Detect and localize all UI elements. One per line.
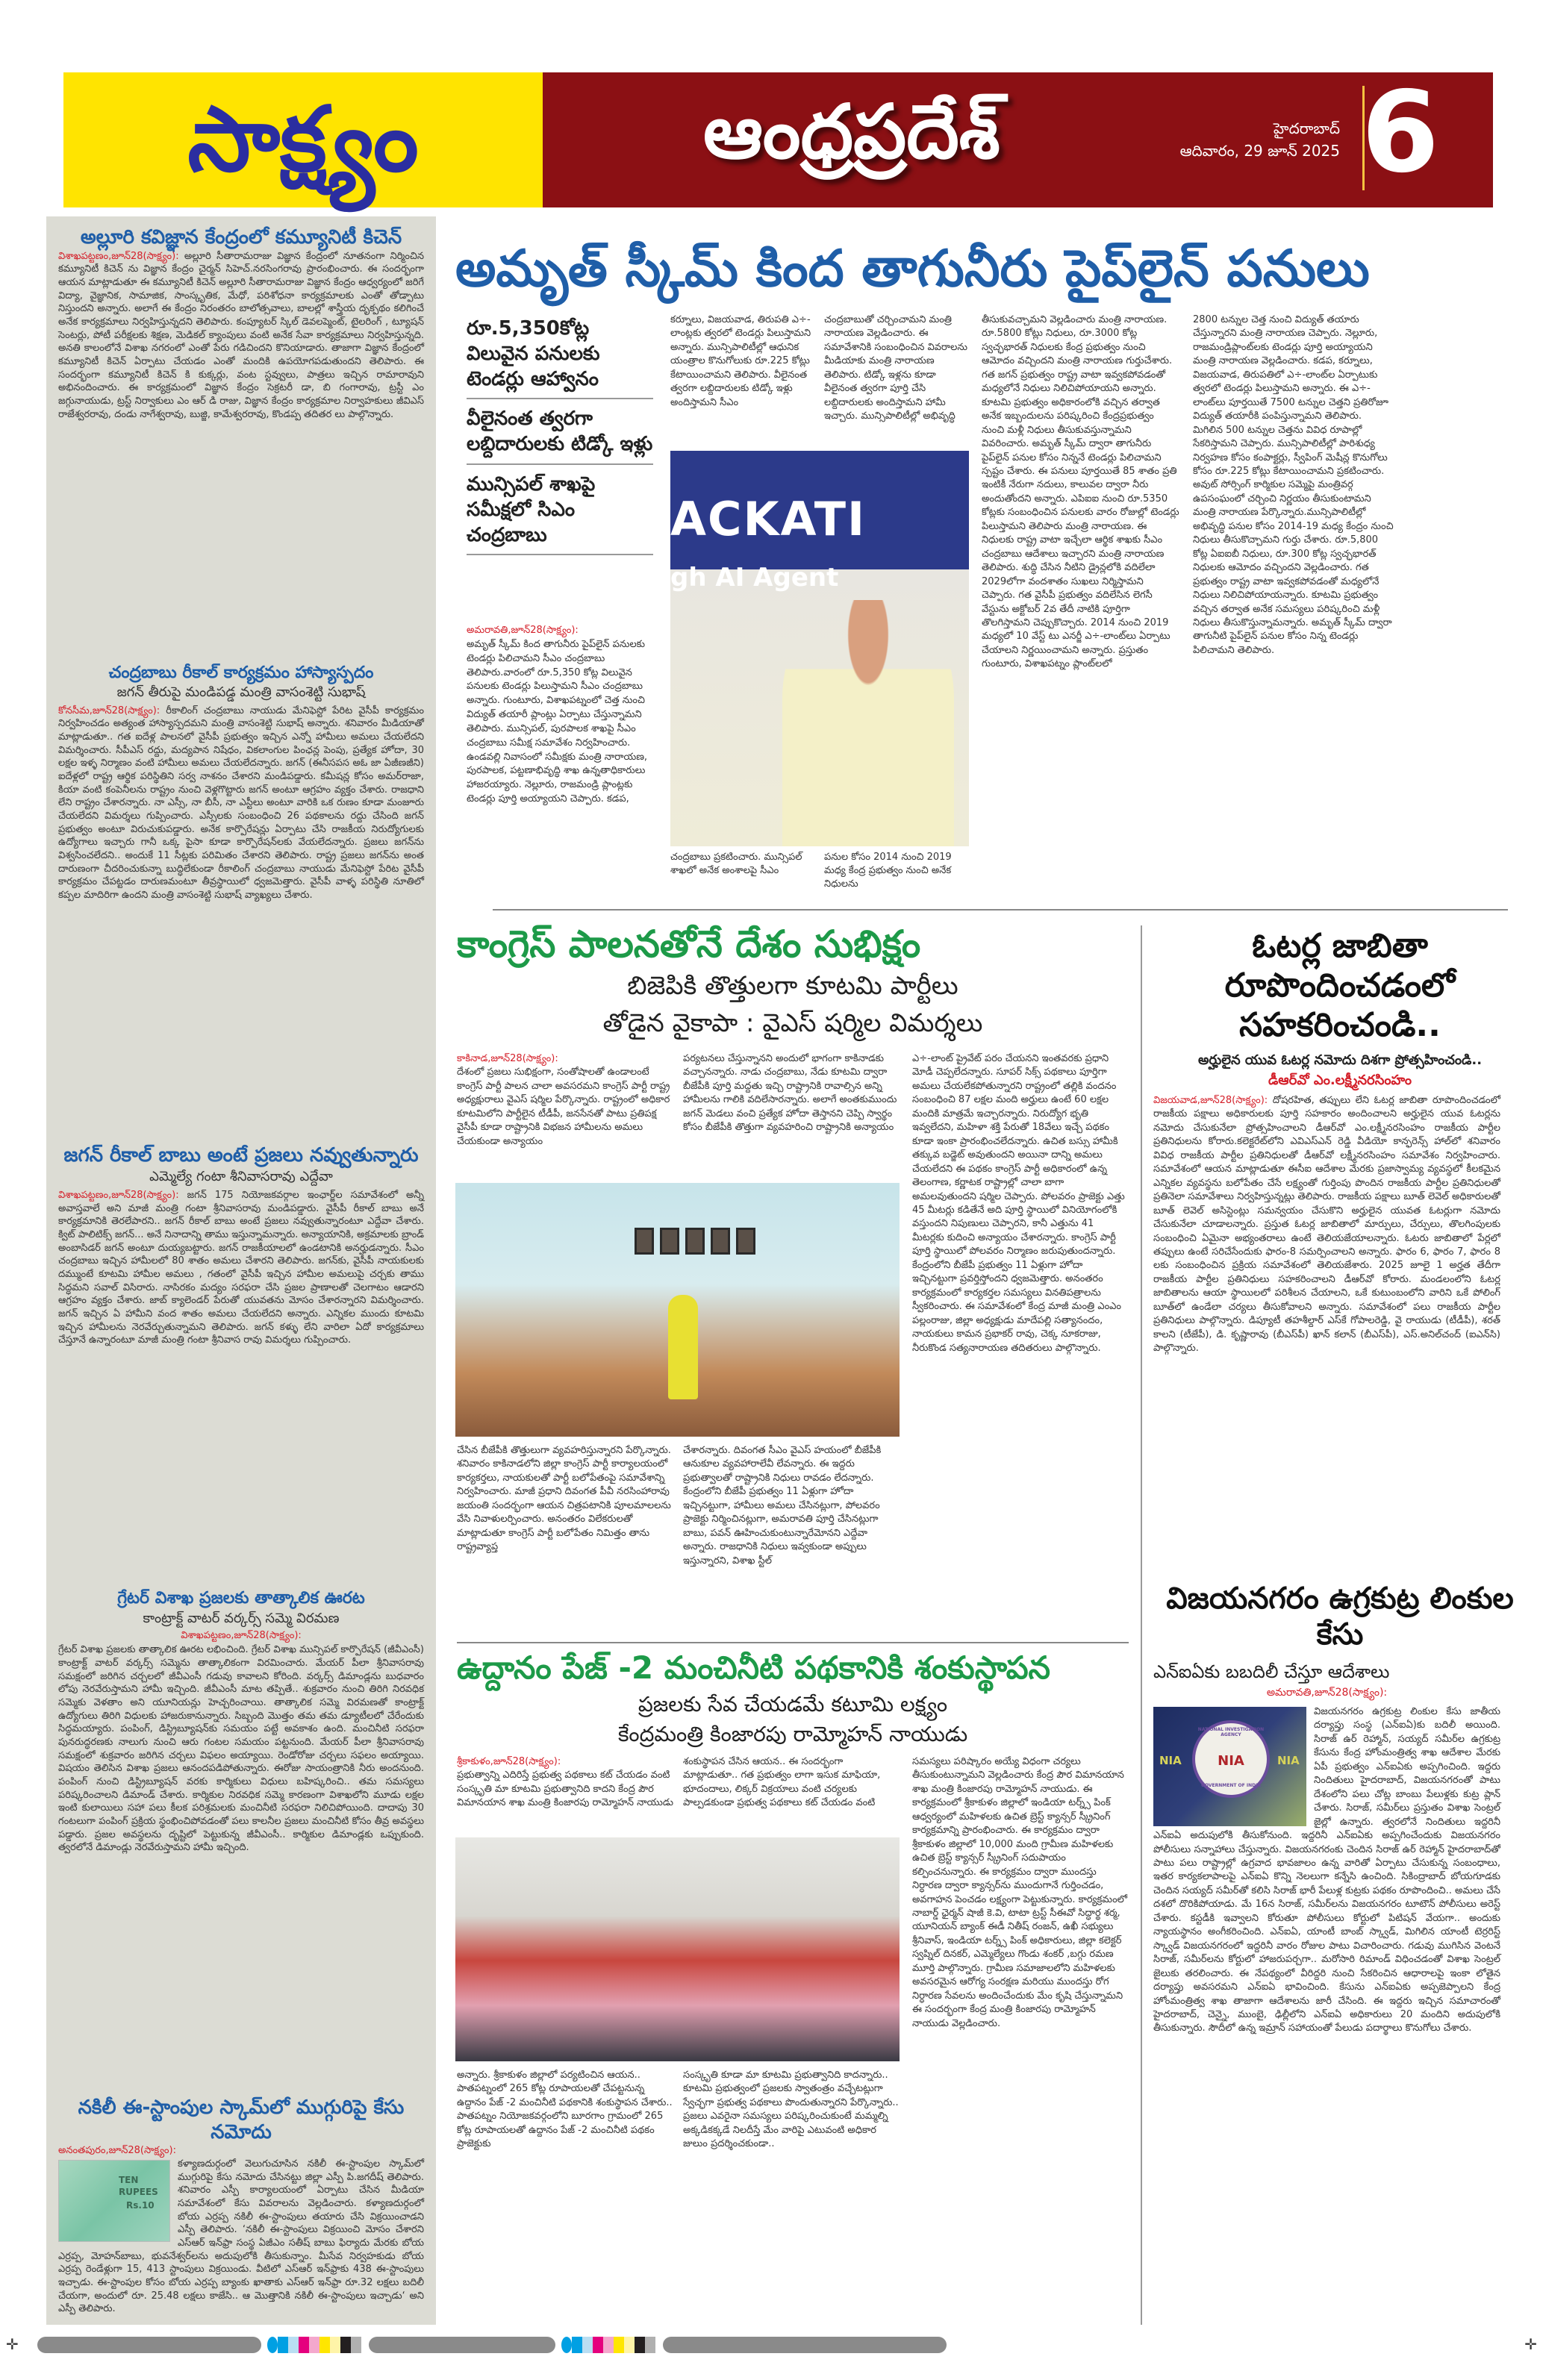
nia-dateline: అమరావతి,జూన్28(సాక్ష్యం): — [1266, 1687, 1388, 1699]
section-divider — [493, 909, 1508, 911]
lead-side-heads — [467, 313, 653, 560]
story-headline: చంద్రబాబు రీకాల్ కార్యక్రమం హాస్యాస్పదం — [108, 663, 374, 682]
registration-swatch — [645, 2337, 655, 2353]
registration-swatch — [614, 2337, 624, 2353]
story-headline: జగన్ రీకాల్ బాబు అంటే ప్రజలు నవ్వుతున్నారు — [63, 1143, 419, 1166]
registration-swatch — [603, 2337, 614, 2353]
nia-headline: విజయనగరం ఉగ్రకుట్ర లింకుల కేసు — [1166, 1581, 1514, 1652]
nia-jacket-label: NIA — [1277, 1754, 1300, 1767]
story-body-text: జగన్ 175 నియోజకవర్గాల ఇంఛార్జ్‌ల సమావేశంలో అన్నీ అవాస్తవాలే అని మాజీ మంత్రి గంటా శ్రీనివాసరావు మండిపడ్డారు. వైసీపీ రీకాల్ బాబు అనే కార్యక్రమానికి తెరలేపారని.. జగన్ రీకాల్ బాబు అంటే ప్రజలు నవ్వుతున్నారంటూ ఎద్దేవా చేశారు. క్విట్ పాలిటిక్స్ జగన్... అనే నినాదాన్ని తాము ఇస్తున్నామన్నారు. అన్యాయానికి, అక్రమాలకు బ్రాండ్ అంబాసిడర్ జగన్ అంటూ దుయ్యబట్టారు. జగన్ రాజకీయాలలో ఉండటానికి అనర్హుడన్నారు. సీఎం చంద్రబాబు ఇచ్చిన హామీలలో 80 శాతం అమలు చేశారని తెలిపారు. జగన్‌కు, వైసీపీ నాయకులకు దమ్ముంటే కూటమి హామీల అమలు , గతంలో వైసీపీ ఇచ్చిన హామీల అమలుపై చర్చకు తాము సిద్ధమని సవాల్ విసిరారు. నాసిరకం మద్యం సరఫరా చేసి ప్రజల ప్రాణాలతో చెలగాటం ఆడారని ఆగ్రహం వ్యక్తం చేశారు. జాబ్ క్యాలెండర్ పేరుతో యువతను మోసం చేశారన్నారని విమర్శించారు. జగన్ ఇచ్చిన ఏ హామీని వంద శాతం అమలు చేయలేదని అన్నారు. ఎన్నికల ముందు కూటమి ఇచ్చిన హామీలను నెరవేర్చుతున్నామని తెలిపారు. జగన్ కళ్ళు లేని వారిలా ఏదో కార్యక్రమాలు చేస్తూనే ఉన్నారంటూ మాజీ మంత్రి గంటా శ్రీనివాస రావు విమర్శలు గుప్పించారు. — [58, 1189, 424, 1346]
registration-bar — [37, 2337, 261, 2353]
story-subhead: ఎమ్మెల్యే గంటా శీనివాసరావు ఎద్దేవా — [149, 1169, 333, 1185]
voters-body — [1153, 1094, 1500, 1356]
voters-body-text: దోషరహిత, తప్పులు లేని ఓటర్ల జాబితా రూపొందించడంలో రాజకీయ పక్షాలు అధికారులకు పూర్తి సహకారం అందించాలని అర్హులైన యువ ఓటర్లను నమోదు చేసుకునేలా ప్రోత్సహించాలని డీఆర్‌వో ఎం.లక్ష్మీనరసింహం రాజకీయ పార్టీల ప్రతినిధులను కోరారు.కలెక్టరేట్‌లోని ఎవిఎస్‌ఎన్ రెడ్డి వీడియో కాన్ఫరెన్స్ హాల్‌లో శనివారం వివిధ రాజకీయ పార్టీల ప్రతినిధులతో డీఆర్‌వో లక్ష్మీనరసింహం సమావేశం నిర్వహించారు. సమావేశంలో ఆయన మాట్లాడుతూ ఈసీఐ ఆదేశాల మేరకు ప్రజాస్వామ్య వ్యవస్థలో కీలకమైన ఎన్నికల వ్యవస్థను బలోపేతం చేసే లక్ష్యంతో గుర్తింపు పొందిన రాజకీయ పార్టీల ప్రతినిధులతో ప్రతినెలా సమావేశాలు నిర్వహిస్తున్నట్లు తెలిపారు. రాజకీయ పక్షాలు బూత్ లెవెల్ అధికారులతో బూత్ లెవెల్ అసిస్టెంట్లు సమన్వయం చేసుకొని అర్హులైన యువత ఓటర్లుగా నమోదు చేసుకునేలా చూడాలన్నారు. ప్రస్తుత ఓటర్ల జాబితాలో మార్పులు, చేర్పులు, తొలగింపులకు సంబంధించి ఏమైనా అభ్యంతరాలు ఉంటే తెలియజేయాలన్నారు. ఓటరు జాబితాలో పేర్లలో తప్పులు ఉంటే సరిచేసేందుకు ఫారం-8 సమర్పించాలని అన్నారు. ఫారం 6, ఫారం 7, ఫారం 8 లకు సంబంధించిన ప్రక్రియ సమావేశంలో తెలియజేశారు. 2025 జూలై 1 అర్హత తేదీగా రాజకీయ పార్టీల ప్రతినిధులు సహకరించాలని డీఆర్‌వో కోరారు. మండలంలోని ఓటర్ల జాబితాలను ఆయా స్థాయిలలో పరిశీలన చేయాలని, ఒకే కుటుంబంలోని వారిని ఒకే పోలింగ్ బూత్‌లో ఉండేలా చర్యలు తీసుకోవాలని అన్నారు. సమావేశంలో పలు రాజకీయ పార్టీల ప్రతినిధులు పాల్గొన్నారు. డిప్యూటీ తహశీల్దార్ ఎస్‌కే గోపాలరెడ్డి, వై రాయుడు (టీడీపీ), శరత్ కాలని (టీజేపీ), డి. కృష్ణారావు (బీఎస్‌పీ) ఖాన్ కలాన్ (బీఎస్‌పీ), ఎస్.అనిల్‌చంద్ (ఐఎన్‌సి) పాల్గొన్నారు. — [1153, 1095, 1500, 1355]
registration-swatch — [593, 2337, 603, 2353]
estamp-label: TEN RUPEES — [119, 2174, 158, 2198]
nia-body-text: విజయనగరం ఉగ్రకుట్ర లింకుల కేసు జాతీయ దర్యాప్తు సంస్థ (ఎన్ఐఏ)కు బదిలీ అయింది. సిరాజ్ ఉర్ రెహ్మాన్, సయ్యద్ సమీర్‌ల ఉగ్రకుట్ర కేసును కేంద్ర హోంమంత్రిత్వ శాఖ ఆదేశాల మేరకు ఏపీ ప్రభుత్వం ఎన్ఐఏకు అప్పగించింది. ఇద్దరు నిందితులు హైదరాబాద్, విజయనగరంతో పాటు దేశంలోని పలు చోట్ల బాంబు పేలుళ్లకు కుట్ర ప్లాన్ చేశారు. సిరాజ్, సమీర్‌లు ప్రస్తుతం విశాఖ సెంట్రల్ జైల్లో ఉన్నారు. త్వరలోనే నిందితులు ఇద్దరినీ ఎన్ఐఏ అదుపులోకి తీసుకోనుంది. ఇద్దరినీ ఎన్ఐఏకు అప్పగించేందుకు విజయనగరం పోలీసులు సన్నాహాలు చేస్తున్నారు. విజయనగరంకు చెందిన సిరాజ్ ఉర్ రెహ్మాన్ హైదరాబాద్‌తో పాటు పలు రాష్ట్రాల్లో ఉగ్రవాద భావజాలం ఉన్న వారితో ఏర్పాటు చేసుకున్న సంబంధాలు, ఇతర కార్యకలాపాలపై ఎన్ఐఏ కొన్ని నెలలుగా కన్నేసి ఉంచింది. సికింద్రాబాద్ బోయగూడకు చెందిన సయ్యద్ సమీర్‌తో కలిసి సిరాజ్ భారీ పేలుళ్ల కుట్రకు పథకం రూపొందించి.. అమలు చేసే దశలో దొరికిపోయాడు. మే 16న సిరాజ్, సమీర్‌లను విజయనగరం టూటౌన్ పోలీసులు అరెస్ట్ చేశారు. కస్టడీకి ఇవ్వాలని కోరుతూ పోలీసులు కోర్టులో పిటిషన్ వేయగా.. అందుకు న్యాయస్థానం అంగీకరించింది. ఎన్ఐఏ, యాంటీ బాంబ్ స్క్వాడ్, మిగిలిన యాంటీ టెర్రరిస్ట్ స్క్వాడ్ విజయనగరంలో ఇద్దరినీ వారం రోజుల పాటు విచారించారు. గడువు ముగిసిన వెంటనే సిరాజ్, సమీర్‌లను కోర్టులో హాజరుపర్చగా.. మరోసారి రిమాండ్ విధించడంతో విశాఖ సెంట్రల్ జైలుకు తరలించారు. ఈ నేపథ్యంలో వీరిద్దరి నుంచి సేకరించిన ఆధారాలపై ఇంకా లోతైన దర్యాప్తు అవసరమని ఎన్ఐఏ భావించింది. కేసును ఎన్ఐఏకు అప్పజెప్పాలని కేంద్ర హోంమంత్రిత్వ శాఖ తాజాగా ఆదేశాలను జారీ చేసింది. ఈ ఇద్దరు ఇచ్చిన సమాచారంతో హైదరాబాద్, చెన్నై, ముంబై, ఢిల్లీలోని ఎన్ఐఏ అధికారులు 20 మందిని అదుపులోకి తీసుకున్నారు. సౌదీలో ఉన్న ఇమ్రాన్ సహాయంతో పేలుడు పదార్థాలు కొనుగోలు చేశారు. — [1153, 1706, 1500, 2034]
story-body-text: రీకాలింగ్ చంద్రబాబు నాయుడు మేనిఫెస్టో పేరిట వైసీపీ కార్యక్రమం నిర్వహించడం అత్యంత హాస్యాస్పదమని మంత్రి వాసంశెట్టి సుభాష్ అన్నారు. శనివారం మీడియాతో మాట్లాడుతూ.. గత ఐదేళ్ల పాలనలో వైసీపీ ప్రభుత్వం ఇచ్చిన ఎన్నో హామీలు అమలు చేయలేదని విమర్శించారు. సీపీఎస్ రద్దు, మద్యపాన నిషేధం, వికలాంగుల పింఛన్ల పెంపు, ప్రత్యేక హోదా, 30 లక్షల ఇళ్ళ నిర్మాణం వంటి హామీలు అమలు చేయలేదన్నారు. జగన్ (ఈనీసపస అఓ జా ఏజీణజీని) ఐదేళ్లలో రాష్ట్ర ఆర్థిక పరిస్థితిని సర్వ నాశనం చేశారని మండిపడ్డారు. కమీషన్ల కోసం అమర్‌రాజా, కియా వంటి కంపెనీలను రాష్ట్రం నుంచి వెళ్లగొట్టారు జగన్ అంటూ ఆగ్రహం వ్యక్తం చేశారు. రాజధాని లేని రాష్ట్రం చేశారన్నారు. నా ఎస్సీ, నా బీసీ, నా ఎస్టీలు అంటూ వారికి ఒక రుణం కూడా మంజూరు చేయలేదని విమర్శలు గుప్పించారు. ఎస్సీలకు సంబంధించి 26 పథకాలను రద్దు చేసింది జగన్ ప్రభుత్వం అంటూ విరుచుకుపడ్డారు. అనేక కార్పొరేషన్లు ఏర్పాటు చేసి రాజకీయ నిరుద్యోగులకు ఉద్యోగాలు ఇచ్చారు గానీ ఒక్క పైసా కూడా కార్పొరేషన్‌లకు వేయలేదన్నారు. ప్రజలు జగన్‌ను విశ్వసించలేదని.. అందుకే 11 సీట్లకు పరిమితం చేశారని తెలిపారు. రాష్ట్ర ప్రజలు జగన్‌ను అంత దారుణంగా చీదరించుకున్నా బుద్ధిలేకుండా రీకాలింగ్ చంద్రబాబు నాయుడు మేనిఫెస్టో పేరిట వైసీపీ కార్యక్రమం చేపట్టడం దారుణమంటూ తీవ్రస్థాయిలో ధ్వజమెత్తారు. వైసీపీ వాళ్ళ పరిస్థితి నూతిలో కప్పల మాదిరిగా ఉందని మంత్రి వాసంశెట్టి సుభాష్ వ్యాఖ్యలు చేశారు. — [58, 705, 424, 901]
wall-portraits — [635, 1228, 755, 1255]
uddanam-column-text: ప్రభుత్వాన్ని ఎదిరిస్తే ప్రభుత్వ పథకాలు కట్ చేయడం వంటి సంస్కృతి మా కూటమి ప్రభుత్వానిది కాదని కేంద్ర పౌర విమానయాన శాఖ మంత్రి కింజారపు రామ్మోహన్ నాయుడు — [457, 1770, 673, 1809]
uddanam-below-photo-1: అన్నారు. శ్రీకాకుళం జిల్లాలో పర్యటించిన ఆయన.. పాతపట్నంలో 265 కోట్ల రూపాయలతో చేపట్టనున్న ఉద్దానం పేజ్ -2 మంచినీటి పథకానికి శంకుస్థాపన చేశారు.. పాతపట్నం నియోజకవర్గంలోని బూరగాం గ్రామంలో 265 కోట్ల రూపాయలతో ఉద్దానం పేజ్ -2 మంచినీటి పథకం ప్రాజెక్టుకు — [457, 2070, 673, 2150]
lead-column-text: అమృత్ స్కీమ్ కింద తాగునీరు పైప్‌లైన్ పనులకు టెండర్లు పిలిచామని సీఎం చంద్రబాబు తెలిపారు.వారంలో రూ.5,350 కోట్ల విలువైన పనులకు టెండర్లు పిలుస్తామని సీఎం చంద్రబాబు అన్నారు. గుంటూరు, విశాఖపట్నంలో చెత్త నుంచి విద్యుత్ తయారీ ప్లాంట్లు ఏర్పాటు చేస్తున్నామని తెలిపారు. మున్సిపల్, పురపాలక శాఖపై సీఎం చంద్రబాబు సమీక్ష సమావేశం నిర్వహించారు. ఉండవల్లి నివాసంలో సమీక్షకు మంత్రి నారాయణ, పురపాలక, పట్టణాభివృద్ధి శాఖ ఉన్నతాధికారులు హాజరయ్యారు. నెల్లూరు, రాజమండ్రి ప్లాంట్లకు టెండర్లు పూర్తి అయ్యాయని చెప్పారు. కడప, — [467, 638, 648, 805]
story-body — [58, 705, 424, 902]
story-dateline: విశాఖపట్టణం,జూన్28(సాక్ష్యం): — [58, 250, 179, 262]
registration-swatch — [319, 2337, 330, 2353]
registration-swatch — [635, 2337, 645, 2353]
lead-column-4: తీసుకువచ్చామని వెల్లడించారు మంత్రి నారాయణ. రూ.5800 కోట్లు నిధులు, రూ.3000 కోట్ల స్వచ్ఛభారత్ నిధులకు కేంద్ర ప్రభుత్వం నుంచి ఆమోదం వచ్చిందని మంత్రి నారాయణ గుర్తుచేశారు. గత జగన్ ప్రభుత్వం రాష్ట్ర వాటా ఇవ్వకపోవడంతో మధ్యలోనే నిధులు నిలిచిపోయాయని అన్నారు. కూటమి ప్రభుత్వం అధికారంలోకి వచ్చిన తర్వాత అనేక ఇబ్బందులను పరిష్కరించి కేంద్రప్రభుత్వం నుంచి మళ్లీ నిధులు తీసుకువస్తున్నామని వివరించారు. అమృత్ స్కీమ్ ద్వారా తాగునీరు పైప్‌లైన్ పనుల కోసం నిన్ననే టెండర్లు పిలిచామని స్పష్టం చేశారు. ఈ పనులు పూర్తయితే 85 శాతం ప్రతి ఇంటికీ నేరుగా నదులు, కాలువల ద్వారా నీరు అందుతోందని అన్నారు. ఎపిఐఐ నుంచి రూ.5350 కోట్లకు సంబంధించిన పనులకు వారం రోజుల్లో టెండర్లు పిలుస్తామని తెలిపారు మంత్రి నారాయణ. ఈ నిధులకు రాష్ట్ర వాటా ఇచ్చేలా ఆర్థిక శాఖకు సీఎం చంద్రబాబు ఆదేశాలు ఇచ్చారని మంత్రి నారాయణ తెలిపారు. శుద్ధి చేసిన నీటిని డ్రైన్లలోకి వదిలేలా 2029లోగా వందశాతం సుఖలు నిర్మిస్తామని చెప్పారు. గత వైసీపీ ప్రభుత్వం వదిలేసిన లెగసీ వేస్టును అక్టోబర్ 2వ తేదీ నాటికి పూర్తిగా తొలగిస్తామని చెప్పుకొచ్చారు. 2014 నుంచి 2019 మధ్యలో 10 వేస్ట్ టు ఎనర్జీ ఎ÷-లాంట్‌లు ఏర్పాటు చేయాలని నిర్ణయించామని అన్నారు. ప్రస్తుతం గుంటూరు, విశాఖపట్నం ప్లాంట్‌లలో — [982, 314, 1179, 670]
story-dateline: విశాఖపట్టణం,జూన్28(సాక్ష్యం): — [181, 1630, 302, 1642]
registration-swatch — [624, 2337, 635, 2353]
lead-under-photo-1: చంద్రబాబు ప్రకటించారు. మున్సిపల్ శాఖలో అనేక అంశాలపై సీఎం — [670, 852, 802, 877]
nia-seal-icon — [1192, 1720, 1270, 1798]
uddanam-column-1 — [457, 1755, 673, 1811]
story-headline: గ్రేటర్ విశాఖ ప్రజలకు తాత్కాలిక ఊరట — [117, 1589, 365, 1608]
voters-byline: డీఆర్‌వో ఎం.లక్ష్మీనరసింహం — [1268, 1072, 1412, 1088]
registration-swatch — [278, 2337, 288, 2353]
story-body — [58, 2144, 424, 2316]
nia-body — [1153, 1705, 1500, 2036]
left-column — [46, 216, 436, 2325]
congress-subhead-2: తోడైన వైకాపా : వైఎస్ షర్మిల విమర్శలు — [602, 1008, 983, 1038]
registration-swatches — [561, 2337, 655, 2353]
photo-person — [782, 600, 954, 846]
registration-bar — [369, 2337, 555, 2353]
nia-seal-ring-text-2: GOVERNMENT OF INDIA — [1201, 1783, 1261, 1789]
story-dateline: అనంతపురం,జూన్28(సాక్ష్యం): — [58, 2145, 176, 2157]
nia-photo — [1153, 1707, 1306, 1826]
print-registration-strip — [0, 2336, 1543, 2354]
story-body — [58, 1189, 424, 1347]
estamp-photo — [58, 2160, 170, 2242]
congress-column-3: ఎ÷-లాంట్ ప్రైవేట్ పరం చేయనని ఇంతవరకు ప్రధాని మోడీ చెప్పలేదన్నారు. సూపర్ సిక్స్ పథకాలు పూర్తిగా అమలు చేయలేకపోతున్నారని రాష్ట్రంలో తల్లికి వందనం సంబంధించి 87 లక్షల మంది అర్హులు ఉంటే 60 లక్షల మందికి మాత్రమే ఇచ్చారన్నారు. నిరుద్యోగ భృతి ఇవ్వలేదని, మహిళా శక్తి పేరుతో 18వేలు ఇచ్చే పథకం కూడా ఇంకా ప్రారంభించలేదన్నారు. ఉచిత బస్సు హామీకి తక్కువ బడ్జెట్ అవుతుందని అయినా దాన్ని అమలు చేయలేదని ఈ పథకం కాంగ్రెస్ పార్టీ అధికారంలో ఉన్న తెలంగాణ, కర్ణాటక రాష్ట్రాల్లో చాలా బాగా అమలవుతుందని షర్మిల చెప్పారు. పోలవరం ప్రాజెక్టు ఎత్తు 45 మీటర్లు కడితేనే అది పూర్తి స్థాయిలో వినియోగంలోకి వస్తుందని నిపుణులు చెప్పారని, కానీ ఎత్తును 41 మీటర్లకు కుదించి అన్యాయం చేశారన్నారు. కాంగ్రెస్ పార్టీ పూర్తి స్థాయిలో పోలవరం నిర్మాణం జరుపుతుందన్నారు. కేంద్రంలోని బీజేపీ ప్రభుత్వం 11 ఏళ్లుగా హోదా ఇచ్చినట్టుగా ప్రవర్తిస్తోందని ధ్వజమెత్తారు. అనంతరం కార్యక్రమంలో కార్యకర్తల సమస్యలు వినతిపత్రాలను స్వీకరించారు. ఈ సమావేశంలో కేంద్ర మాజీ మంత్రి ఎంఎం పల్లంరాజు, జిల్లా అధ్యక్షుడు మాదేపల్లి సత్యానందం, నాయకులు కామన ప్రభాకర్ రావు, చెక్క నూకరాజు, నీరుకొండ సత్యనారాయణ తదితరులు పాల్గొన్నారు. — [912, 1053, 1125, 1354]
congress-below-photo-2: చేశారన్నారు. దివంగత సీఎం వైఎస్ హయంలో బీజేపీకి ఆనుకూల వ్యవహారాలేవీ లేవన్నారు. ఈ ఇద్దరు ప్రభుత్వాలతో రాష్ట్రానికి నిధులు రావడం లేదన్నారు. కేంద్రంలోని బీజేపీ ప్రభుత్వం 11 ఏళ్లుగా హోదా ఇచ్చినట్టుగా, హామీలు అమలు చేసినట్లుగా, పోలవరం ప్రాజెక్టు నిర్మించినట్లుగా, అమరావతి పూర్తి చేసినట్లుగా బాబు, పవన్ ఊహించుకుంటున్నారేమోనని ఎద్దేవా అన్నారు. రాజధానికి నిధులు ఇవ్వకుండా అప్పులు ఇస్తున్నారని, విశాఖ స్టీల్ — [683, 1445, 882, 1567]
nia-seal-ring-text: NATIONAL INVESTIGATION AGENCY — [1197, 1727, 1265, 1737]
edition-info — [1180, 117, 1340, 162]
uddanam-column-2: శంకుస్థాపన చేసిన ఆయన.. ఈ సందర్భంగా మాట్లాడుతూ.. గత ప్రభుత్వం లాగా ఇసుక మాఫియా, భూదందాలు, లిక్కర్ విక్రయాలు వంటి చర్యలకు పాల్పడకుండా ప్రభుత్వ పథకాలు కట్ చేయడం వంటి — [683, 1756, 881, 1809]
newspaper-logo-box — [63, 72, 543, 207]
registration-dot — [561, 2337, 572, 2353]
uddanam-headline: ఉద్దానం పేజ్ -2 మంచినీటి పథకానికి శంకుస్థాపన — [457, 1649, 1051, 1686]
congress-subhead-1: బిజెపికి తొత్తులగా కూటమి పార్టీలు — [627, 971, 958, 1001]
registration-swatch — [572, 2337, 582, 2353]
lead-dateline: అమరావతి,జూన్28(సాక్ష్యం): — [467, 625, 579, 636]
congress-below-photo-1: చేసిన బీజేపీకి తొత్తులుగా వ్యవహరిస్తున్నారని పేర్కొన్నారు. శనివారం కాకినాడలోని జిల్లా కాంగ్రెస్ పార్టీ కార్యాలయంలో కార్యకర్తలు, నాయకులతో పార్టీ బలోపేతంపై సమావేశాన్ని నిర్వహించారు. మాజీ ప్రధాని దివంగత పీవీ నరసింహారావు జయంతి సందర్భంగా ఆయన చిత్రపటానికి పూలమాలలను వేసి నివాళులర్పించారు. అనంతరం విలేకరులతో మాట్లాడుతూ కాంగ్రెస్ పార్టీ బలోపేతం నిమిత్తం తాను రాష్ట్రవ్యాప్త — [457, 1445, 671, 1553]
photo-speaker — [668, 1295, 698, 1399]
nia-seal-text: NIA — [1218, 1753, 1244, 1769]
story-fake-estamps — [58, 2096, 424, 2316]
column-rule — [1141, 925, 1142, 2325]
registration-swatch — [351, 2337, 361, 2353]
voters-dateline: విజయవాడ,జూన్28(సాక్ష్యం): — [1153, 1095, 1268, 1106]
uddanam-subhead-1: ప్రజలకు సేవ చేయడమే కటూమి లక్ష్యం — [638, 1692, 948, 1717]
uddanam-subhead-2: కేంద్రమంత్రి కింజారపు రామ్మోహన్ నాయుడు — [617, 1722, 968, 1746]
estamp-value: Rs.10 — [126, 2199, 155, 2211]
crop-mark-icon: ✛ — [1524, 2335, 1537, 2353]
lead-under-photo-2: పనుల కోసం 2014 నుంచి 2019 మధ్య కేంద్ర ప్రభుత్వం నుంచి అనేక నిధులను — [824, 852, 952, 890]
voters-subhead: అర్హులైన యువ ఓటర్ల నమోదు దిశగా ప్రోత్సహించండి.. — [1197, 1052, 1483, 1068]
lead-column-1 — [467, 624, 661, 807]
registration-swatch — [582, 2337, 593, 2353]
story-body-text: కళ్యాణదుర్గంలో వెలుగుచూసిన నకిలీ ఈ-స్టాంపుల స్కామ్‌లో ముగ్గురిపై కేసు నమోదు చేసినట్టు జిల్లా ఎస్పీ పి.జగదీష్ తెలిపారు. శనివారం ఎస్పీ కార్యాలయంలో ఏర్పాటు చేసిన మీడియా సమావేశంలో కేసు వివరాలను వెల్లడించారు. కళ్యాణదుర్గంలో బోయ ఎర్రప్ప నకిలీ ఈ-స్టాంపులు తయారు చేసి విక్రయించాడని ఎస్పీ తెలిపారు. ‘నకిలీ ఈ-స్టాంపులు విక్రయించి మోసం చేశారని ఎస్ఆర్ ఇన్‌ఫ్రా సంస్థ ఏజీఎం సతీష్ బాబు ఫిర్యాదు మేరకు బోయ ఎర్రప్ప, మోహన్‌బాబు, భువనేశ్వర్‌లను అదుపులోకి తీసుకున్నాం. మీసేవ నిర్వహకుడు బోయ ఎర్రప్ప రెండేళ్లుగా 15, 413 స్టాంపులు విక్రయిండు. వీటిలో ఎస్ఆర్ ఇన్‌ఫ్రాకు 438 ఈ-స్టాంపులు ఇచ్చాడు. ఈ-స్టాంపుల కోసం బోయ ఎర్రప్ప బ్యాంకు ఖాతాకు ఎస్ఆర్ ఇన్‌ఫ్రా రూ.32 లక్షలు బదిలీ చేయగా, అందులో రూ. 25.48 లక్షలు కాజేసి.. ఆ మొత్తానికి నకిలీ ఈ-స్టాంపులు ఇచ్చాడు‘ అని ఎస్పీ తెలిపారు. — [58, 2158, 424, 2315]
lead-headline: అమృత్ స్కీమ్ కింద తాగునీరు పైప్‌లైన్ పనులు — [455, 240, 1370, 299]
congress-dateline: కాకినాడ,జూన్28(సాక్ష్యం): — [457, 1053, 558, 1064]
side-head: మున్సిపల్ శాఖపై సమీక్షలో సిఎం చంద్రబాబు — [467, 469, 653, 555]
story-dateline: కోనసీమ,జూన్28(సాక్ష్యం): — [58, 705, 160, 716]
lead-column-5: 2800 టన్నుల చెత్త నుంచి విద్యుత్ తయారు చేస్తున్నారని మంత్రి నారాయణ చెప్పారు. నెల్లూరు, రాజమండ్రిప్లాంట్‌లకు టెండర్లు పూర్తి అయ్యాయని మంత్రి నారాయణ వెల్లడించారు. కడప, కర్నూలు, విజయవాడ, తిరుపతిలో ఎ÷-లాంట్‌ల ఏర్పాటుకు త్వరలో టెండర్లు పిలుస్తామని అన్నారు. ఈ ఎ÷-లాంట్‌లు పూర్తయితే 7500 టన్నుల చెత్తని ప్రతిరోజూ విద్యుత్ తయారీకి పంపిస్తున్నామని తెలిపారు. మిగిలిన 500 టన్నుల చెత్తను వివిధ రూపాల్లో సేకరిస్తామని చెప్పారు. మున్సిపాలిటీల్లో పారిశుధ్య నిర్వహణ కోసం కంపాక్టర్లు, స్వీపింగ్ మెషీన్ల కొనుగోలు కోసం రూ.225 కోట్లు కేటాయించామని ప్రకటించారు. అవుట్ సోర్సింగ్ కార్మికుల సమ్మెపై మంత్రివర్గ ఉపసంఘంలో చర్చించి నిర్ణయం తీసుకుంటామని మంత్రి నారాయణ పేర్కొన్నారు.మున్సిపాలిటీల్లో అభివృద్ధి పనుల కోసం 2014-19 మధ్య కేంద్రం నుంచి నిధులు తీసుకొచ్చామని గుర్తు చేశారు. రూ.5,800 కోట్ల ఏఐఐబీ నిధులు, రూ.300 కోట్ల స్వచ్ఛభారత్ నిధులకు ఆమోదం వచ్చిందని వెల్లడించారు. గత ప్రభుత్వం రాష్ట్ర వాటా ఇవ్వకపోవడంతో మధ్యలోనే నిధులు నిలిచిపోయాయన్నారు. కూటమి ప్రభుత్వం వచ్చిన తర్వాత అనేక సమస్యలు పరిష్కరించి మళ్లీ నిధులు తీసుకొస్తున్నామన్నారు. అమృత్ స్కీమ్ ద్వారా తాగునీటి పైప్‌లైన్ పనుల కోసం నిన్న టెండర్లు పిలిచామని తెలిపారు. — [1193, 314, 1394, 656]
story-community-kitchen — [58, 225, 424, 421]
uddanam-column-3: సమస్యలు పరిష్కారం అయ్యే విధంగా చర్యలు తీసుకుంటున్నామని వెల్లడించారు కేంద్ర పౌర విమానయాన శాఖ మంత్రి కింజారపు రామ్మోహన్ నాయుడు. ఈ కార్యక్రమంలో శ్రీకాకుళం జిల్లాలో ఇండియా టర్న్స్ పింక్ ఆధ్వర్యంలో మహిళలకు ఉచిత బ్రెస్ట్ క్యాన్సర్ స్క్రీనింగ్ కార్యక్రమాన్ని ప్రారంభించారు. ఈ కార్యక్రమం ద్వారా శ్రీకాకుళం జిల్లాలో 10,000 మంది గ్రామీణ మహిళలకు ఉచిత బ్రెస్ట్ క్యాన్సర్ స్క్రీనింగ్ సదుపాయం కల్పించనున్నారు. ఈ కార్యక్రమం ద్వారా ముందస్తు నిర్ధారణ ద్వారా క్యాన్సర్‌ను ముందుగానే గుర్తించడం, అవగాహన పెంచడం లక్ష్యంగా పెట్టుకున్నారు. కార్యక్రమంలో నాబార్డ్ ఛైర్మన్ షాజీ కె.వి, టాటా ట్రస్ట్ సీఈవో సిద్ధార్థ శర్మ, యూనియన్ బ్యాంక్ ఈడీ నితీష్ రంజన్, ఉఖీ సభ్యులు శ్రీనివాస్, ఇండియా టర్న్స్ పింక్ అధికారులు, జిల్లా కలెక్టర్ స్వప్నిల్ దినకర్, ఎమ్మెల్యేలు గొండు శంకర్ ,బగ్గు రమణ మూర్తి పాల్గొన్నారు. గ్రామీణ సమాజాలలోని మహిళలకు అవసరమైన ఆరోగ్య సంరక్షణ మరియు ముందస్తు రోగ నిర్ధారణ సేవలను అందించేందుకు మేం కృషి చేస్తున్నామని ఈ సందర్భంగా కేంద్ర మంత్రి కింజారపు రామ్మోహన్ నాయుడు వెల్లడించారు. — [912, 1756, 1128, 2029]
nia-jacket-label: NIA — [1159, 1754, 1182, 1767]
registration-bar — [663, 2337, 947, 2353]
nia-subhead: ఎన్ఐఏకు బబదిలీ చేస్తూ ఆదేశాలు — [1153, 1661, 1390, 1682]
story-greater-visakha — [58, 1588, 424, 1855]
sharmila-meeting-photo — [455, 1183, 900, 1437]
section-banner — [543, 68, 1493, 207]
newspaper-logo: సాక్ష్యం — [187, 87, 419, 192]
photo-banner-text: ACKATI — [670, 492, 867, 546]
story-body-text: అల్లూరి సీతారామరాజు విజ్ఞాన కేంద్రంలో నూతనంగా నిర్మించిన కమ్యూనిటీ కిచెన్ ను విజ్ఞాన కేంద్రం చైర్మన్ సిహెచ్.నరసింగరావు ప్రారంభించారు. ఈ సందర్భంగా ఆయన మాట్లాడుతూ ఈ కమ్యూనిటీ కిచెన్ అల్లూరి సీతారామరాజు విజ్ఞాన కేంద్రం ఆధ్వర్యంలో జరిగే విద్యా, వైజ్ఞానిక, సామాజిక, సాంస్కృతిక, మేధో, పరిశోధనా కార్యక్రమాలకు ఎంతో తోడ్పాటు నిస్తుందని అన్నారు. అలాగే ఈ కేంద్రం నిరంతరం బాలోత్సవాలు, బాలల్లో శాస్త్రీయ దృక్పథం కలిగించే అనేక కార్యక్రమాలు నిర్వహిస్తున్నదని తెలిపారు. కంప్యూటర్ స్కిల్ డెవలప్మెంట్, టైలరింగ్ , ట్యూషన్ సెంటర్లు, పోటీ పరీక్షలకు శిక్షణ, మెడికల్ క్యాంపులు వంటి అనేక సేవా కార్యక్రమాలు నిర్వహిస్తున్నది. అనతి కాలంలోనే విశాఖ నగరంలో ఎంతో పేరు గడిచిందని కొనియాడారు. తాజాగా విజ్ఞాన కేంద్రంలో కమ్యూనిటీ కిచెన్ ఏర్పాటు చేయడం ఎంతో మందికి ఉపయోగపడుతుందని తెలిపారు. ఈ సందర్భంగా కమ్యూనిటీ కిచెన్ కి కుక్కర్లు, వంట స్టవ్వులు, పాత్రలు ఇచ్చిన రామారావుని అభినందించారు. ఈ కార్యక్రమంలో విజ్ఞాన కేంద్రం సెక్రటరీ డా, బి గంగారావు, ట్రస్టీ ఎం జగ్గునాయుడు, ట్రస్ట్ నిర్వాకులు ఎం ఆర్ డి రాజు, విజ్ఞాన కేంద్రం కార్యక్రమాల నిర్వాహకులు జీవిఎస్ రాజేశ్వరరావు, దండు నాగేశ్వరావు, బుజ్జి, కామేశ్వరరావు, కొండప్ప తదితర లు పాల్గొన్నారు. — [58, 250, 424, 420]
section-divider — [457, 1642, 1129, 1643]
registration-swatches — [267, 2337, 361, 2353]
registration-dot — [267, 2337, 278, 2353]
side-head: రూ.5,350కోట్ల విలువైన పనులకు టెండర్లు ఆహ్వానం — [467, 313, 653, 399]
registration-swatch — [340, 2337, 351, 2353]
edition-date: ఆదివారం, 29 జూన్ 2025 — [1179, 142, 1340, 160]
registration-swatch — [309, 2337, 319, 2353]
congress-column-1 — [457, 1052, 673, 1149]
lead-column-2: కర్నూలు, విజయవాడ, తిరుపతి ఎ÷-లాంట్లకు త్వరలో టెండర్లు పిలుస్తామని అన్నారు. మున్సిపాలిటీల్లో ఆధునిక యంత్రాల కొనుగోలుకు రూ.225 కోట్లు కేటాయించామని తెలిపారు. వీలైనంత త్వరగా లబ్దిదారులకు టిడ్కో ఇళ్లు అందిస్తామని సీఎం — [670, 314, 811, 408]
photo-banner-subtext: gh AI Agent — [670, 563, 839, 593]
congress-column-2: పర్యటనలు చేస్తున్నానని అందులో భాగంగా కాకినాడకు వచ్చానన్నారు. నాడు చంద్రబాబు, నేడు కూటమి ద్వారా బీజేపీకి పూర్తి మద్దతు ఇచ్చి రాష్ట్రానికి రావాల్సిన అన్ని హామీలను గాలికి వదిలేసారన్నారు. అలాగే అంతకుముందు జగన్ మెడలు వంచి ప్రత్యేక హోదా తెస్తానని చెప్పి స్వార్థం కోసం బీజేపీకి తొత్తుగా వ్యవహరించి రాష్ట్రానికి అన్యాయం — [683, 1053, 897, 1134]
story-body — [58, 250, 424, 422]
chief-minister-photo — [670, 451, 969, 846]
story-subhead: కాంట్రాక్ట్ వాటర్ వర్కర్స్ సమ్మె విరమణ — [143, 1610, 340, 1626]
story-cbn-recall — [58, 663, 424, 902]
uddanam-below-photo-2: సంస్కృతి కూడా మా కూటమి ప్రభుత్వానిది కాదన్నారు.. కూటమి ప్రభుత్వంలో ప్రజలకు స్వాతంత్రం వచ్చేటట్లుగా స్వేచ్ఛగా ప్రభుత్వ పథకాలు పొందుతున్నారని పేర్కొన్నారు.. ప్రజలు ఎవరైనా సమస్యలు పరిష్కరించుకుంటే మమ్మల్ని అక్కడికక్కడే నిలదీస్తే మేం వారిపై ఎటువంటి అధికార జులుం ప్రదర్శించకుండా.. — [683, 2070, 899, 2150]
congress-headline: కాంగ్రెస్ పాలనతోనే దేశం సుభిక్షం — [457, 922, 921, 966]
voters-headline: ఓటర్ల జాబితా రూపొందించడంలో సహకరించండి.. — [1224, 927, 1456, 1044]
side-head: వీలైనంత త్వరగా లబ్దిదారులకు టిడ్కో ఇళ్లు — [467, 404, 653, 465]
edition-city: హైదరాబాద్ — [1273, 119, 1340, 137]
lead-column-3: చంద్రబాబుతో చర్చించామని మంత్రి నారాయణ వెల్లడించారు. ఈ సమావేశానికి సంబంధించిన వివరాలను మీడియాకు మంత్రి నారాయణ తెలిపారు. టిడ్కో ఇళ్లను కూడా వీలైనంత త్వరగా పూర్తి చేసి లబ్దిదారులకు అందిస్తామని హామీ ఇచ్చారు. మున్సిపాలిటీల్లో అభివృద్ధి — [824, 314, 967, 422]
story-dateline: విశాఖపట్టణం,జూన్28(సాక్ష్యం): — [58, 1189, 179, 1201]
story-headline: నకిలీ ఈ-స్టాంపుల స్కామ్‌లో ముగ్గురిపై కేసు నమోదు — [78, 2096, 405, 2143]
uddanam-dateline: శ్రీకాకుళం,జూన్28(సాక్ష్యం): — [457, 1756, 561, 1767]
story-subhead: జగన్ తీరుపై మండిపడ్డ మంత్రి వాసంశెట్టి సుభాష్ — [116, 684, 366, 701]
story-jagan-recall — [58, 1143, 424, 1347]
registration-swatch — [299, 2337, 309, 2353]
registration-swatch — [288, 2337, 299, 2353]
registration-swatch — [330, 2337, 340, 2353]
story-headline: అల్లూరి కవిజ్ఞాన కేంద్రంలో కమ్యూనిటీ కిచెన్ — [80, 226, 402, 249]
story-body: గ్రేటర్ విశాఖ ప్రజలకు తాత్కాలిక ఊరట లభించింది. గ్రేటర్ విశాఖ మున్సిపల్ కార్పొరేషన్ (జీవీఎంసీ) కాంట్రాక్ట్ వాటర్ వర్కర్స్ సమ్మెను తాత్కాలికంగా విరమించారు. మేయర్ పీలా శ్రీనివాసరావు సమక్షంలో జరిగిన చర్చలలో జీవీఎంసీ గడువు కావాలని కోరింది. వర్కర్స్ డిమాండ్లను బుధవారం లోపు నెరవేరుస్తామని హామీ ఇచ్చింది. జీవీఎంసీ మాట తప్పితే.. శుక్రవారం నుంచి తిరిగి నిరవధిక సమ్మెకు వెళతాం అని యూనియన్లు హెచ్చరించాయి. తాత్కాలిక సమ్మె విరమణతో కాంట్రాక్ట్ ఉద్యోగులు తిరిగి విధులకు హాజరుకానున్నారు. సిబ్బంది మొత్తం తమ తమ డ్యూటీలలో చేరేందుకు సిద్ధమయ్యారు. పంపింగ్, డిస్ట్రిబ్యూషన్‌కు సమయం పట్టే అవకాశం ఉంది. మంచినీటి సరఫరా పునరుద్ధరణకు నాలుగు నుంచి ఆరు గంటల సమయం పట్టనుంది. మేయర్ పీలా శ్రీనివాసరావు సమక్షంలో శుక్రవారం జరిగిన చర్చలు విఫలం అయ్యాయి. రెండోరోజు చర్చలు సఫలం అయ్యాయి. విషయం తెలిసిన విశాఖ ప్రజలు ఆనందపడిపోతున్నారు. ఈరోజు సాయంత్రానికి నీరు అందనుంది. పంపింగ్ నుంచి డిస్ట్రిబ్యూషన్ వరకు కార్మికులు విధులు బహిష్కరించి.. తమ సమస్యలు పరిష్కరించాలని డిమాండ్ చేశారు. కార్మికుల నిరవధిక సమ్మె కారణంగా విశాఖలోని మూడు లక్షల ఇంటి కులాయిలు సహా పలు కీలక పరిశ్రమలకు మంచినీటి సరఫరా నిలిచిపోయింది. దాదాపు 30 గంటలుగా పంపింగ్ ప్రక్రియ స్థంభించిపోవడంతో పలు కాలనీల ప్రజలు మంచినీటి కోసం తీవ్ర అవస్థలు పడ్డారు. ప్రజల అవస్థలను దృష్టిలో పెట్టుకున్న జీవీఎంసీ.. కార్మికుల డిమాండ్లకు ఒప్పుకుంది. త్వరలోనే డిమాండ్లు నెరవేరుస్తామని హామీ ఇచ్చింది. — [58, 1644, 424, 1854]
congress-column-text: దేశంలో ప్రజలు సుభిక్షంగా, సంతోషాలతో ఉండాలంటే కాంగ్రెస్ పార్టీ పాలన చాలా అవసరమని కాంగ్రెస్ పార్టీ రాష్ట్ర అధ్యక్షురాలు వైఎస్ షర్మిల పేర్కొన్నారు. రాష్ట్రంలో అధికార కూటమిలోని పార్టీలైన టీడీపీ, జనసేనతో పాటు ప్రతిపక్ష వైసీపీ కూడా రాష్ట్రానికి విభజన హామీలను అమలు చేయకుండా అన్యాయం — [457, 1066, 670, 1147]
page-number: 6 — [1361, 68, 1439, 198]
section-title: ఆంధ్రప్రదేశ్ — [703, 88, 1000, 175]
rammohan-event-photo — [455, 1837, 900, 2061]
masthead — [63, 68, 1493, 207]
crop-mark-icon: ✛ — [6, 2335, 19, 2353]
